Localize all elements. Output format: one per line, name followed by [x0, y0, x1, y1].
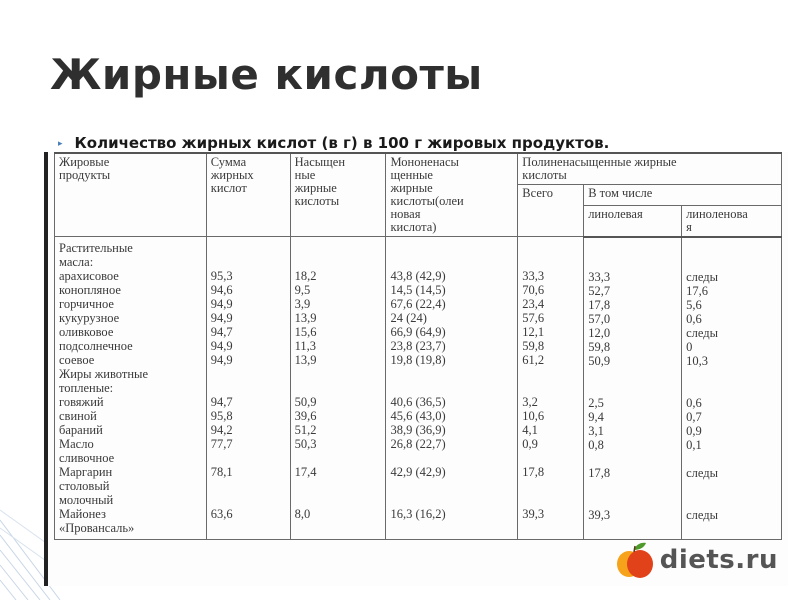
- column-total: 33,3 70,6 23,4 57,6 12,1 59,8 61,2 3,2 10,6 4,1 0,9 17,8 39,3: [518, 237, 584, 540]
- header-monounsaturated: Мононенасы щенные жирные кислоты(олеи новая кислота): [386, 153, 518, 237]
- bullet-icon: ▸: [58, 139, 63, 149]
- header-including: В том числе: [584, 185, 782, 206]
- header-saturated: Насыщен ные жирные кислоты: [290, 153, 386, 237]
- column-products: Растительные масла: арахисовое конопляное горчичное кукурузное оливковое подсолнечное соевое Жиры животные топленые: говяжий свиной бараний Масло сливочное Маргарин столовый молочный Майонез «Провансаль»: [55, 237, 207, 540]
- slide-title: Жирные кислоты: [50, 50, 483, 99]
- header-linoleic: линолевая: [584, 205, 682, 237]
- diets-logo: [614, 540, 778, 580]
- column-saturated: 18,2 9,5 3,9 13,9 15,6 11,3 13,9 50,9 39,6 51,2 50,3 17,4 8,0: [290, 237, 386, 540]
- fatty-acids-table: [54, 152, 782, 540]
- subtitle-row: [58, 134, 609, 152]
- slide-subtitle: Количество жирных кислот (в г) в 100 г жировых продуктов.: [74, 134, 610, 152]
- header-linolenic: линоленова я: [682, 205, 782, 237]
- header-polyunsaturated: Полиненасыщенные жирные кислоты: [518, 153, 782, 185]
- header-total: Всего: [518, 185, 584, 237]
- header-sum: Сумма жирных кислот: [206, 153, 290, 237]
- header-products: Жировые продукты: [55, 153, 207, 237]
- fatty-acids-table-image: [44, 152, 788, 586]
- apple-icon: [614, 540, 656, 580]
- table-body-row: [55, 237, 782, 540]
- column-linolenic: следы 17,6 5,6 0,6 следы 0 10,3 0,6 0,7 0,9 0,1 следы следы: [682, 237, 782, 540]
- column-monounsaturated: 43,8 (42,9) 14,5 (14,5) 67,6 (22,4) 24 (24) 66,9 (64,9) 23,8 (23,7) 19,8 (19,8) 40,6 (36,5) 45,6 (43,0) 38,9 (36,9) 26,8 (22,7) 42,9 (42,9) 16,3 (16,2): [386, 237, 518, 540]
- column-sum: 95,3 94,6 94,9 94,9 94,7 94,9 94,9 94,7 95,8 94,2 77,7 78,1 63,6: [206, 237, 290, 540]
- column-linoleic: 33,3 52,7 17,8 57,0 12,0 59,8 50,9 2,5 9,4 3,1 0,8 17,8 39,3: [584, 237, 682, 540]
- logo-text: diets.ru: [659, 545, 778, 575]
